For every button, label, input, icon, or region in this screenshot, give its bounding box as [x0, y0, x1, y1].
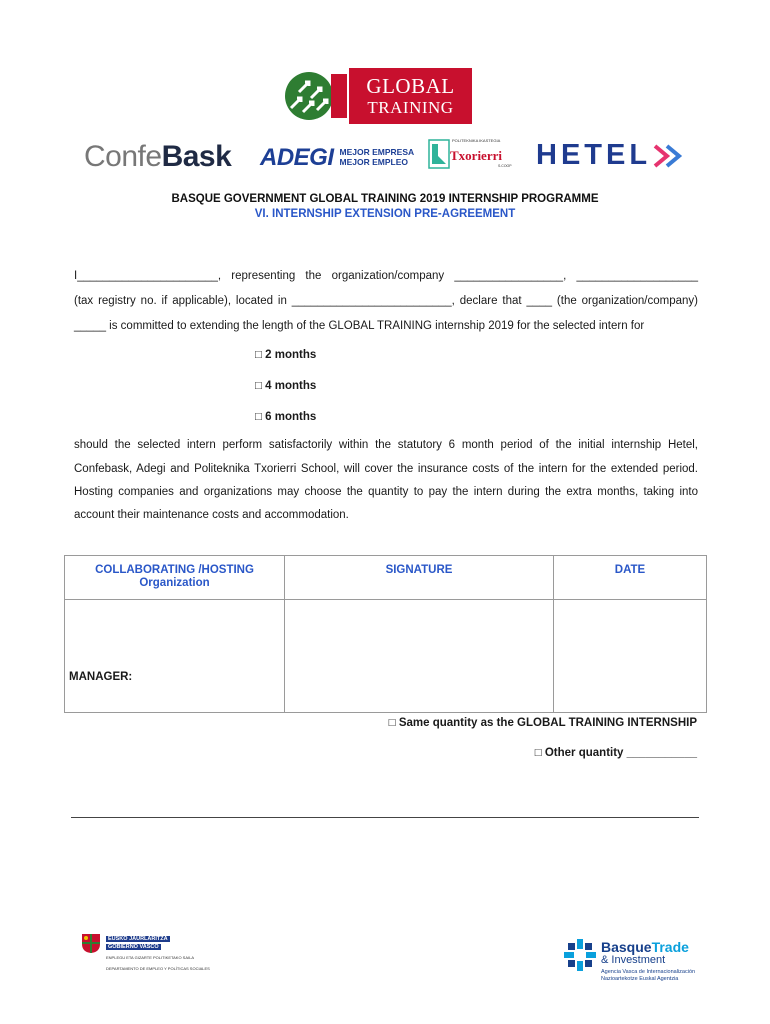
global-training-wordmark	[349, 68, 472, 124]
paragraph-line-3: Hosting companies and organizations may choose the quantity to pay the intern during the extra months, taking into	[74, 486, 698, 498]
header-date: DATE	[554, 556, 707, 600]
txorierri-name: Txorierri	[450, 148, 502, 163]
same-quantity-option[interactable]: □ Same quantity as the GLOBAL TRAINING INTERNSHIP	[388, 717, 697, 729]
gobierno-vasco-logo	[80, 932, 210, 980]
basque-trade-sub2: Nazioartekotze Euskal Agentzia	[601, 976, 679, 982]
global-training-arrows-icon	[271, 68, 349, 124]
declaration-line-3: _____ is committed to extending the length of the GLOBAL TRAINING internship 2019 for the selected intern for	[74, 320, 645, 332]
confebask-logo	[84, 140, 231, 174]
adegi-logo	[260, 144, 414, 172]
basque-trade-investment: & Investment	[601, 954, 666, 966]
hetel-chevron-icon	[651, 143, 687, 169]
txorierri-sub-text: S.COOP	[498, 164, 512, 168]
gobierno-vasco-line1: EUSKO JAURLARITZA	[108, 936, 168, 942]
option-2-months[interactable]: □ 2 months	[255, 349, 317, 361]
global-training-line1: GLOBAL	[366, 74, 455, 98]
gobierno-vasco-shield-icon	[80, 932, 102, 954]
signature-cell[interactable]	[285, 600, 554, 713]
table-row	[65, 600, 707, 713]
basque-trade-name-a: Basque	[601, 939, 652, 955]
basque-trade-logo	[563, 938, 703, 984]
option-6-months[interactable]: □ 6 months	[255, 411, 317, 423]
paragraph-line-4: account their maintenance costs and accommodation.	[74, 509, 349, 521]
other-quantity-option[interactable]: □ Other quantity ___________	[534, 747, 697, 759]
hetel-logo	[536, 139, 687, 172]
adegi-tag2: MEJOR EMPLEO	[339, 157, 408, 167]
divider-line	[71, 817, 699, 818]
global-training-line2: TRAINING	[367, 98, 454, 117]
basque-trade-name-b: Trade	[651, 939, 689, 955]
gobierno-vasco-sub2: DEPARTAMENTO DE EMPLEO Y POLÍTICAS SOCIALES	[106, 966, 210, 971]
header-signature: SIGNATURE	[285, 556, 554, 600]
option-4-months[interactable]: □ 4 months	[255, 380, 317, 392]
gobierno-vasco-sub1: ENPLEGU ETA GIZARTE POLITIKETAKO SAILA	[106, 955, 195, 960]
adegi-tag1: MEJOR EMPRESA	[339, 147, 415, 158]
manager-label: MANAGER:	[69, 671, 133, 683]
signature-table	[64, 555, 707, 713]
adegi-tagline	[340, 148, 415, 168]
confebask-light: Confe	[84, 140, 162, 173]
txorierri-logo	[428, 138, 514, 170]
date-cell[interactable]	[554, 600, 707, 713]
gobierno-vasco-line2: GOBIERNO VASCO	[108, 944, 159, 950]
paragraph-line-2: Confebask, Adegi and Politeknika Txorierri School, will cover the insurance costs of the intern for the extended period.	[74, 463, 698, 475]
header-organization-line2: Organization	[139, 577, 210, 589]
adegi-name: ADEGI	[260, 144, 334, 171]
header-organization	[65, 556, 285, 600]
table-header-row	[65, 556, 707, 600]
basque-trade-name	[601, 939, 689, 955]
txorierri-emblem-icon	[428, 138, 450, 170]
declaration-line-2: (tax registry no. if applicable), located in _________________________, declare that ____ (the organization/company)	[74, 295, 698, 307]
document-subtitle: VI. INTERNSHIP EXTENSION PRE-AGREEMENT	[254, 208, 516, 220]
global-training-logo	[271, 68, 472, 124]
hetel-name: HETEL	[536, 139, 652, 171]
header-organization-line1: COLLABORATING /HOSTING	[95, 564, 254, 576]
declaration-line-1: I______________________, representing the organization/company _________________, ___________________	[74, 270, 698, 282]
basque-trade-sub1: Agencia Vasca de Internacionalización	[601, 969, 696, 975]
paragraph-line-1: should the selected intern perform satisfactorily within the statutory 6 month period of the initial internship Hetel,	[74, 439, 698, 451]
organization-cell[interactable]	[65, 600, 285, 713]
document-title: BASQUE GOVERNMENT GLOBAL TRAINING 2019 INTERNSHIP PROGRAMME	[171, 193, 599, 205]
basque-trade-star-icon	[563, 938, 597, 972]
txorierri-small-text: POLITEKNIKA IKASTEGIA	[452, 138, 501, 143]
confebask-bold: Bask	[161, 140, 232, 173]
